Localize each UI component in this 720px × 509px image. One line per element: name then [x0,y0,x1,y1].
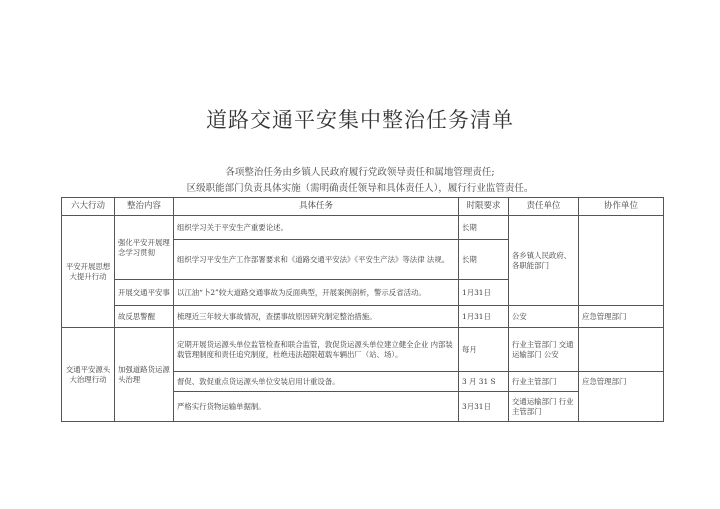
content-cell: 加强道路货运源头治理 [115,328,174,422]
cooperating-cell: 应急管理部门 [579,372,664,422]
task-cell: 梳理近三年较大事故情况，查摆事故原因研究制定整治措施。 [174,306,459,328]
deadline-cell: 1月31日 [459,306,509,328]
content-cell: 开展交通平安事 [115,280,174,306]
intro-line-1: 各项整治任务由乡镇人民政府履行党政领导责任和属地管理责任; [225,167,495,178]
task-cell: 定期开展货运源头单位监管检查和联合监管，敦促货运源头单位建立健全企业 内部装载管理制度和责任追究制度，杜绝违法超限超载车辆出厂（站、场）。 [174,328,459,372]
content-cell: 故反思警醒 [115,306,174,328]
header-cooperating: 协作单位 [579,198,664,216]
task-cell: 组织学习平安生产工作部署要求和《道路交通平安法》《平安生产法》等法律 法规。 [174,240,459,280]
task-cell: 严格实行货物运输单据制。 [174,392,459,422]
task-cell: 以江油“卜2”较大道路交通事故为反面典型，开展案例剖析，警示反省活动。 [174,280,459,306]
deadline-cell: 3月31日 [459,392,509,422]
cooperating-cell: 应急管理部门 [579,306,664,328]
action-cell-1: 平安开展思想大提升行动 [62,216,115,328]
task-table [61,197,664,422]
task-cell: 督促、敦促重点货运源头单位安装启用计重设备。 [174,372,459,392]
header-responsible: 责任单位 [509,198,579,216]
deadline-cell: 1月31日 [459,280,509,306]
cooperating-cell [579,328,664,372]
table-header-row [62,198,664,216]
header-deadline: 时限要求 [459,198,509,216]
deadline-cell: 长期 [459,216,509,240]
header-content: 整治内容 [115,198,174,216]
deadline-cell: 3 月 31 S [459,372,509,392]
header-action: 六大行动 [62,198,115,216]
action-cell-2: 交通平安源头大治理行动 [62,328,115,422]
responsible-cell: 行业主管部门 [509,372,579,392]
intro-line-2: 区级职能部门负责具体实施（需明确责任领导和具体责任人），履行行业监管责任。 [186,183,534,194]
responsible-cell: 公安 [509,306,579,328]
responsible-cell: 行业主管部门 交通运输部门 公安 [509,328,579,372]
cooperating-cell [579,216,664,306]
header-task: 具体任务 [174,198,459,216]
table-row [62,216,664,240]
table-row [62,306,664,328]
task-cell: 组织学习关于平安生产重要论述。 [174,216,459,240]
document-title: 道路交通平安集中整治任务清单 [206,108,514,132]
responsible-cell: 交通运输部门 行业主管部门 [509,392,579,422]
deadline-cell: 每月 [459,328,509,372]
table-row [62,328,664,372]
deadline-cell: 长期 [459,240,509,280]
content-cell: 强化平安开展理念学习贯彻 [115,216,174,280]
responsible-cell: 各乡镇人民政府、各职能部门 [509,216,579,306]
